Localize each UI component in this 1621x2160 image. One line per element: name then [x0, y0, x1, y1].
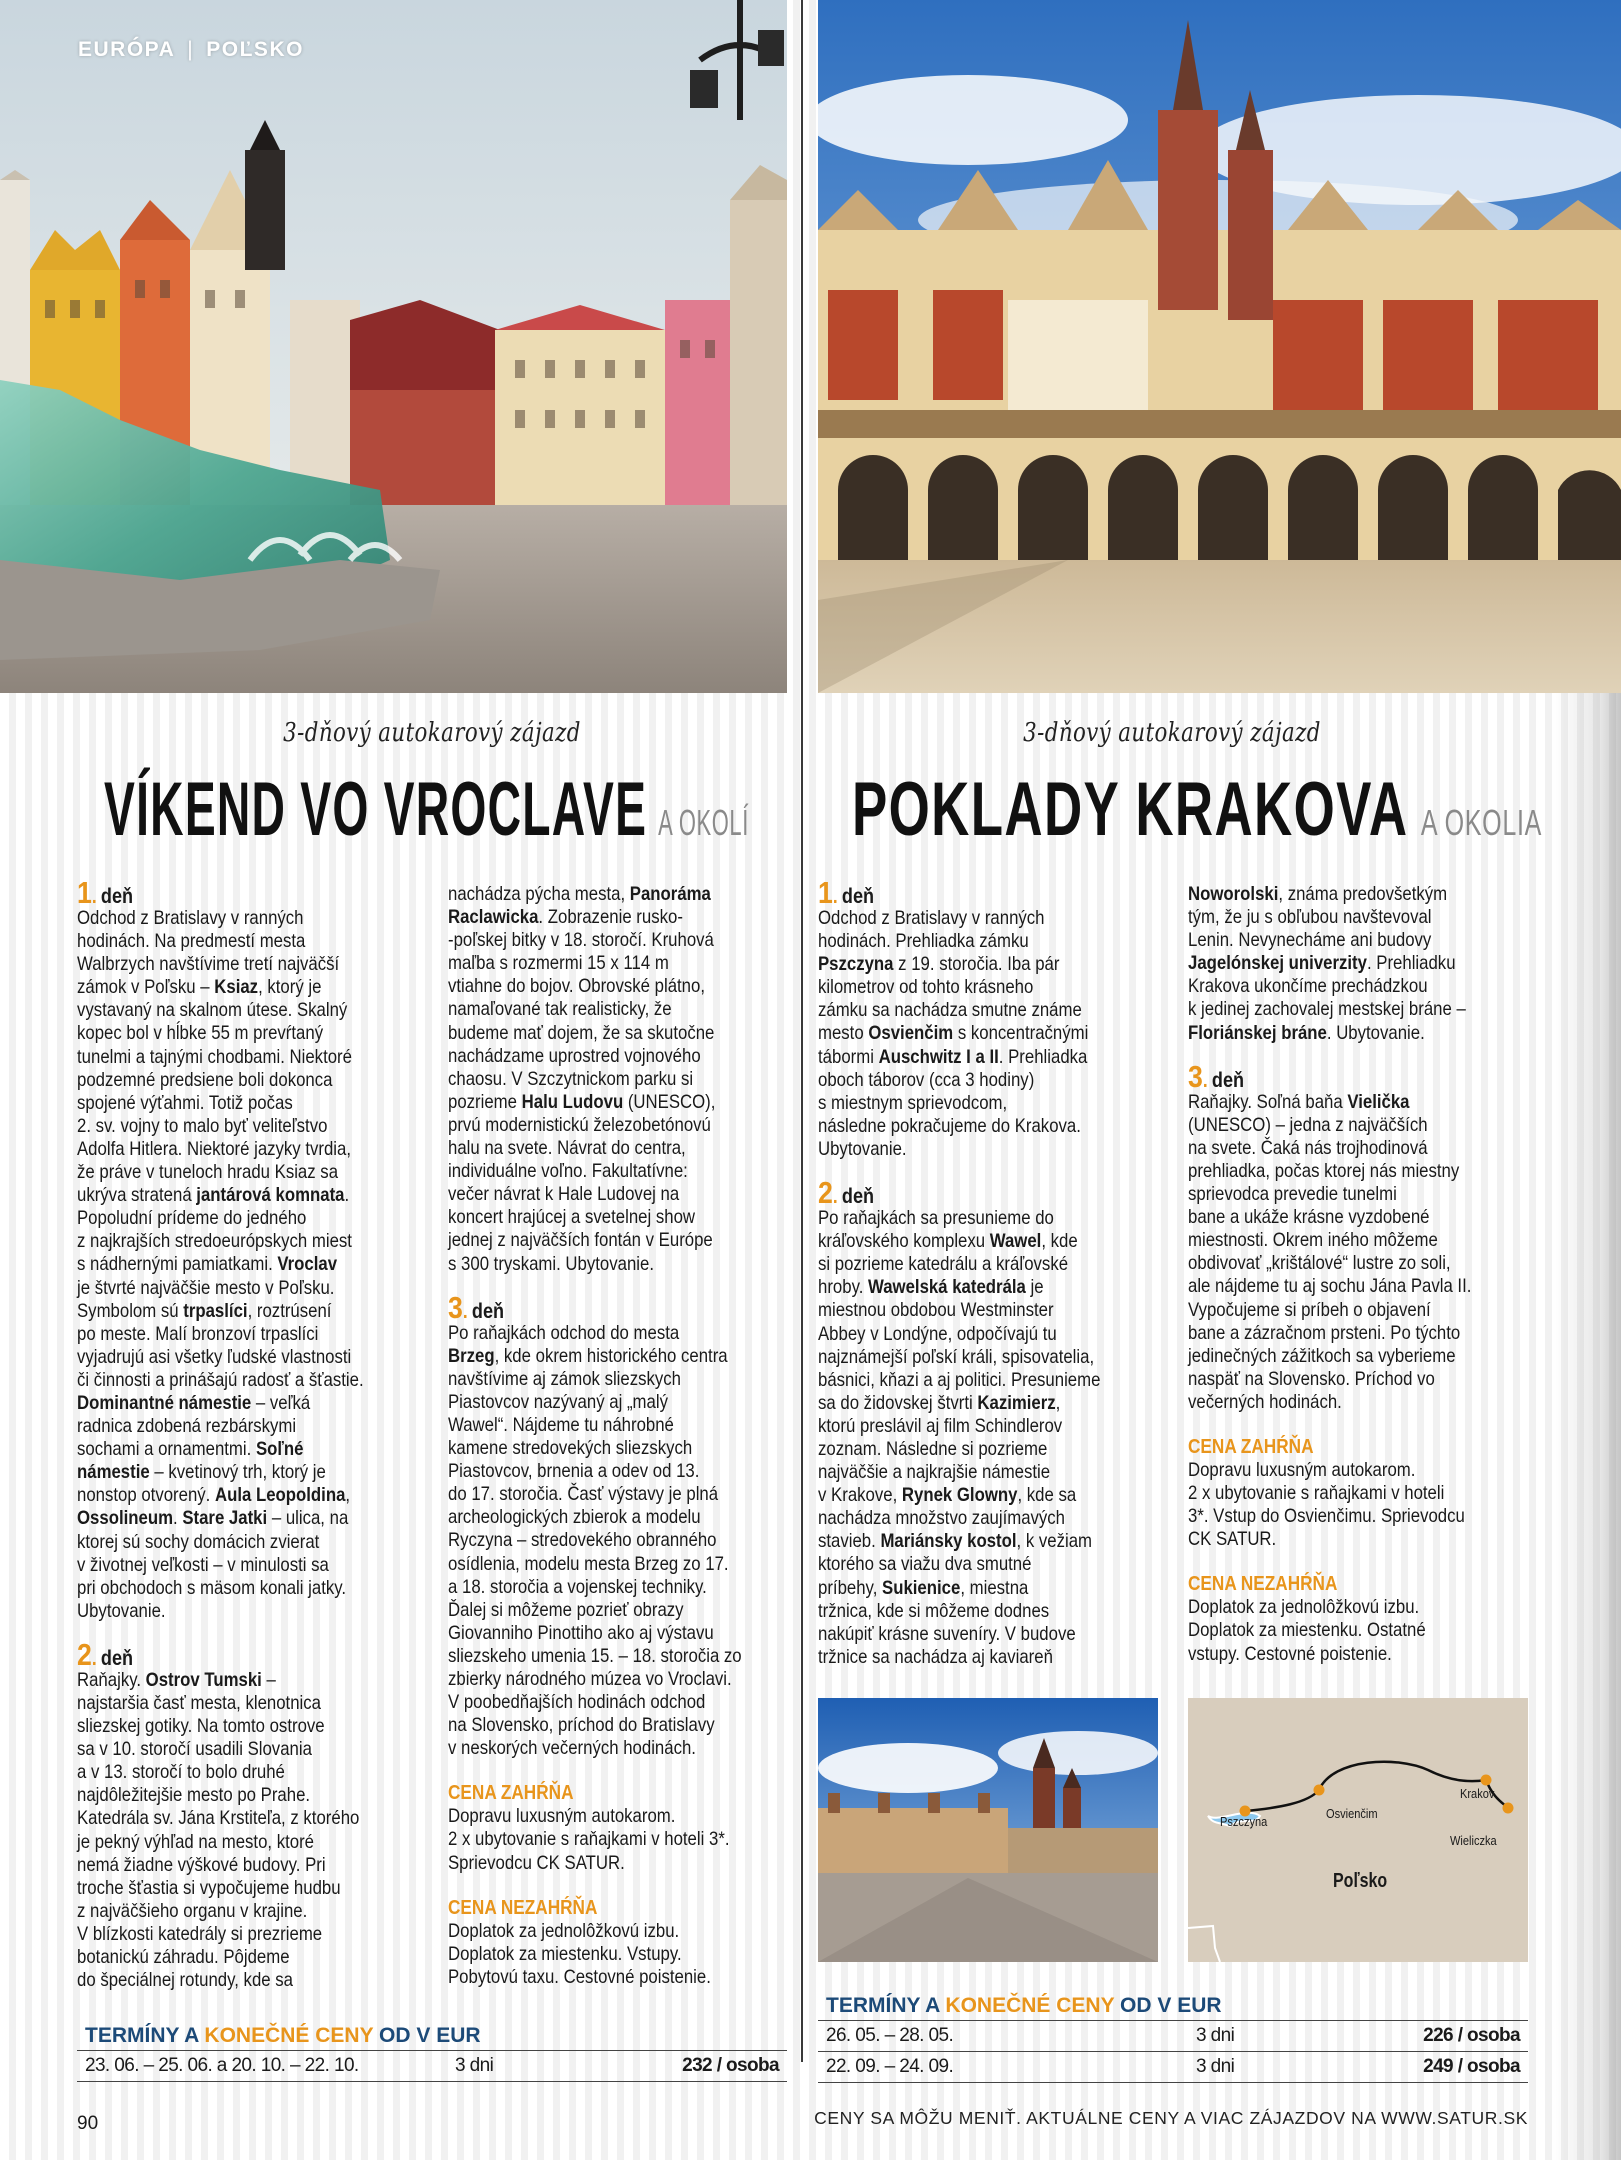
- day-number: 3: [1188, 1058, 1203, 1094]
- heading-accent: KONEČNÉ CENY: [204, 2024, 374, 2047]
- text-line: bane a ukáže krásne vyzdobené: [1188, 1206, 1430, 1229]
- text-segment: , kde sa: [1017, 1484, 1077, 1507]
- text-line: [818, 1577, 1155, 1600]
- text-line: [77, 1392, 414, 1415]
- map-label-wieliczka: Wieliczka: [1450, 1833, 1497, 1848]
- text-line: si pozrieme katedrálu a kráľovské: [818, 1253, 1069, 1276]
- highlight-text: Osvienčim: [868, 1022, 954, 1045]
- price-section-heading: CENA ZAHŔŇA: [448, 1782, 574, 1805]
- text-line: podzemné predsiene boli dokonca: [77, 1068, 333, 1091]
- day-number: 1: [818, 875, 833, 910]
- text-segment: .: [344, 1184, 350, 1207]
- text-line: zbierky národného múzea vo Vroclavi.: [448, 1668, 732, 1690]
- text-line: večerných hodinách.: [1188, 1390, 1342, 1413]
- highlight-text: Vielička: [1347, 1090, 1410, 1113]
- text-segment: Symbolom sú: [77, 1299, 184, 1322]
- text-line: [448, 1345, 785, 1368]
- text-line: nachádza množstvo zaujímavých: [818, 1507, 1066, 1530]
- text-line: sliezskeho umenia 15. – 18. storočia zo: [448, 1644, 742, 1667]
- text-line: [818, 1484, 1155, 1507]
- text-line: [77, 1253, 414, 1276]
- highlight-text: Sukienice: [882, 1576, 961, 1599]
- table-row: [818, 2020, 1528, 2051]
- text-line: v životnej veľkosti – v minulosti sa: [77, 1553, 329, 1576]
- text-segment: –: [261, 1668, 276, 1691]
- row-duration: 3 dni: [455, 2055, 494, 2076]
- text-line: najväčšie a najkrajšie námestie: [818, 1461, 1051, 1484]
- text-line: [1188, 883, 1525, 906]
- text-segment: s nádhernými pamiatkami.: [77, 1253, 278, 1276]
- text-line: Doplatok za miestenku. Vstupy.: [448, 1942, 682, 1965]
- price-section-heading: CENA NEZAHŔŇA: [1188, 1573, 1338, 1596]
- price-table-heading: [818, 1992, 1528, 2020]
- text-segment: Raňajky.: [77, 1668, 146, 1691]
- itinerary-column: [77, 875, 414, 1992]
- text-line: je pekný výhľad na mesto, ktoré: [77, 1830, 315, 1853]
- text-line: a v 13. storočí to bolo druhé: [77, 1761, 285, 1784]
- text-line: Piastovcov nazývaný aj „malý: [448, 1390, 668, 1413]
- highlight-text: Jagelónskej univerzity: [1188, 952, 1367, 975]
- text-line: prvú modernistickú železobetónovú: [448, 1113, 711, 1136]
- text-segment: – veľká: [251, 1391, 311, 1414]
- text-segment: pozrieme: [448, 1090, 522, 1113]
- tour-title-main: VÍKEND VO VROCLAVE: [104, 767, 648, 852]
- text-line: Walbrzych navštívime tretí najväčší: [77, 953, 340, 976]
- text-line: -poľskej bitky v 18. storočí. Kruhová: [448, 929, 714, 952]
- text-line: oboch táborov (cca 3 hodiny): [818, 1068, 1035, 1091]
- text-line: chaosu. V Szczytnickom parku si: [448, 1067, 694, 1090]
- text-line: je štvrté najväčšie mesto v Poľsku.: [77, 1276, 335, 1299]
- text-line: halu na svete. Návrat do centra,: [448, 1137, 686, 1160]
- highlight-text: Rynek Glowny: [901, 1484, 1018, 1507]
- day-number: 2: [77, 1636, 92, 1672]
- text-line: z najväčšieho organu v krajine.: [77, 1899, 308, 1922]
- text-line: miestnou obdobou Westminster: [818, 1299, 1054, 1322]
- city-marker-wieliczka: [1503, 1803, 1514, 1814]
- text-line: [818, 953, 1155, 976]
- highlight-text: Raclawicka: [448, 906, 539, 929]
- text-line: ktorej sú sochy domácich zvierat: [77, 1530, 320, 1553]
- text-line: [818, 1230, 1155, 1253]
- price-table: [77, 2022, 787, 2082]
- day-heading: [448, 1289, 785, 1325]
- row-duration: 3 dni: [1196, 2056, 1235, 2077]
- map-label-country: Poľsko: [1333, 1870, 1388, 1892]
- text-line: vtiahne do bojov. Obrovské plátno,: [448, 975, 705, 998]
- text-line: [448, 1091, 785, 1114]
- text-line: hodinách. Na predmestí mesta: [77, 930, 306, 953]
- itinerary-column: [818, 875, 1155, 1669]
- text-segment: (UNESCO),: [623, 1090, 716, 1113]
- highlight-text: Vroclav: [277, 1253, 338, 1276]
- text-segment: hroby.: [818, 1276, 869, 1299]
- text-segment: . Zobrazenie rusko-: [538, 906, 683, 929]
- text-line: s 300 tryskami. Ubytovanie.: [448, 1252, 654, 1275]
- text-line: Lenin. Nevynecháme ani budovy: [1188, 929, 1432, 952]
- text-line: Doplatok za miestenku. Ostatné: [1188, 1619, 1426, 1642]
- tour-title-suffix: A OKOLIA: [1420, 802, 1542, 843]
- text-segment: , známa predovšetkým: [1278, 883, 1448, 905]
- text-line: [77, 1484, 414, 1507]
- text-line: vystavaný na skalnom útese. Skalný: [77, 999, 348, 1022]
- map-label-pszczyna: Pszczyna: [1220, 1814, 1268, 1829]
- text-line: [818, 1046, 1155, 1069]
- text-segment: Raňajky. Soľná baňa: [1188, 1090, 1348, 1113]
- row-dates: 22. 09. – 24. 09.: [826, 2056, 954, 2077]
- text-line: najstaršia časť mesta, klenotnica: [77, 1692, 321, 1714]
- text-line: [77, 1438, 414, 1461]
- highlight-text: Dominantné námestie: [77, 1391, 252, 1414]
- text-line: s miestnym sprievodcom,: [818, 1091, 1008, 1114]
- text-line: Doplatok za jednolôžkovú izbu.: [448, 1919, 680, 1942]
- text-line: Piastovcov, brnenia a odev od 13.: [448, 1460, 700, 1483]
- text-segment: s koncentračnými: [953, 1022, 1089, 1045]
- day-dot: .: [1202, 1069, 1208, 1092]
- text-segment: v Krakove,: [818, 1484, 902, 1507]
- day-dot: .: [91, 886, 97, 908]
- highlight-text: Soľné: [255, 1438, 304, 1461]
- text-line: na Slovensko, príchod do Bratislavy: [448, 1714, 715, 1737]
- text-segment: ,: [1055, 1391, 1061, 1414]
- text-segment: ukrýva stratená: [77, 1184, 197, 1207]
- text-segment: , kde okrem historického centra: [494, 1344, 728, 1367]
- tour-title-suffix: A OKOLÍ: [658, 802, 749, 843]
- day-label: deň: [841, 1185, 875, 1209]
- text-line: Popoludní prídeme do jedného: [77, 1207, 307, 1230]
- text-segment: , miestna: [960, 1576, 1029, 1599]
- text-line: navštívime aj zámok sliezskych: [448, 1367, 681, 1390]
- day-label: deň: [1211, 1068, 1245, 1092]
- itinerary-column: [448, 883, 785, 1989]
- highlight-text: Kazimierz: [977, 1391, 1056, 1414]
- text-line: Doplatok za jednolôžkovú izbu.: [1188, 1596, 1420, 1619]
- text-line: hodinách. Prehliadka zámku: [818, 930, 1029, 953]
- text-line: V blízkosti katedrály si prezrieme: [77, 1922, 323, 1945]
- text-line: Wawel“. Nájdeme tu náhrobné: [448, 1413, 674, 1436]
- highlight-text: Pszczyna: [818, 953, 894, 976]
- text-line: Giovanniho Pinottiho ako aj výstavu: [448, 1621, 714, 1644]
- day-number: 3: [448, 1289, 463, 1325]
- text-line: [448, 906, 785, 929]
- text-line: nemá žiadne výškové budovy. Pri: [77, 1853, 326, 1876]
- highlight-text: Noworolski: [1188, 883, 1279, 905]
- text-line: ktorú preslávil aj film Schindlerov: [818, 1414, 1063, 1437]
- text-line: či činnosti a prinášajú radosť a šťastie.: [77, 1368, 364, 1391]
- text-line: Ubytovanie.: [77, 1599, 166, 1622]
- text-segment: sa do židovskej štvrti: [818, 1391, 978, 1414]
- text-line: Ryczyna – stredovekého obranného: [448, 1529, 717, 1552]
- text-line: 3*. Vstup do Osvienčimu. Sprievodcu: [1188, 1505, 1465, 1528]
- text-line: nakúpiť krásne suveníry. V budove: [818, 1622, 1076, 1645]
- text-line: troche šťastia si vypočujeme hudbu: [77, 1876, 341, 1899]
- highlight-text: Auschwitz I a II: [878, 1045, 999, 1068]
- text-line: zoznam. Následne si pozrieme: [818, 1437, 1048, 1460]
- text-line: kamene stredovekých sliezskych: [448, 1437, 693, 1460]
- text-line: kilometrov od tohto krásneho: [818, 976, 1034, 999]
- text-line: bane a zázračnom prsteni. Po týchto: [1188, 1321, 1461, 1344]
- text-segment: . Ubytovanie.: [1326, 1021, 1425, 1044]
- text-line: Dopravu luxusným autokarom.: [448, 1805, 676, 1828]
- breadcrumb-country: POĽSKO: [206, 38, 304, 61]
- day-label: deň: [100, 1646, 134, 1670]
- day-heading: [1188, 1058, 1525, 1094]
- text-line: sa v 10. storočí usadili Slovania: [77, 1738, 312, 1761]
- text-line: Pobytovú taxu. Cestovné poistenie.: [448, 1965, 711, 1988]
- text-line: básnici, kňazi a aj politici. Presunieme: [818, 1368, 1101, 1391]
- photo-krakow-cloth-hall: [818, 0, 1621, 693]
- text-line: zámku sa nachádza smutne známe: [818, 999, 1082, 1022]
- text-line: Odchod z Bratislavy v ranných: [818, 907, 1045, 929]
- highlight-text: trpaslíci: [183, 1299, 248, 1322]
- text-segment: kráľovského komplexu: [818, 1230, 990, 1253]
- tour-title-main: POKLADY KRAKOVA: [852, 767, 1409, 852]
- text-segment: stavieb.: [818, 1530, 881, 1553]
- column-divider: [801, 0, 803, 2062]
- highlight-text: Mariánsky kostol: [880, 1530, 1017, 1553]
- page-number: 90: [77, 2113, 99, 2134]
- day-heading: [77, 1636, 414, 1672]
- text-line: Krakova ukončíme prechádzkou: [1188, 975, 1428, 998]
- text-line: večer návrat k Hale Ludovej na: [448, 1183, 680, 1206]
- day-label: deň: [471, 1299, 505, 1323]
- row-price: 232 / osoba: [682, 2055, 779, 2076]
- text-segment: , roztrúsení: [247, 1299, 332, 1322]
- text-line: Abbey v Londýne, odpočívajú tu: [818, 1322, 1057, 1345]
- text-line: osídlenia, modelu mesta Brzeg zo 17.: [448, 1552, 729, 1575]
- price-section-heading: CENA ZAHŔŇA: [1188, 1435, 1314, 1458]
- text-line: sliezskej gotiky. Na tomto ostrove: [77, 1715, 325, 1738]
- text-line: CK SATUR.: [1188, 1528, 1277, 1551]
- text-line: Ďalej si môžeme pozrieť obrazy: [448, 1598, 684, 1621]
- city-marker-krakov: [1481, 1775, 1492, 1786]
- text-line: naspäť na Slovensko. Príchod vo: [1188, 1367, 1435, 1390]
- text-line: [448, 883, 785, 906]
- map-label-krakov: Krakov: [1460, 1786, 1495, 1801]
- text-line: ale nájdeme tu aj sochu Jána Pavla II.: [1188, 1275, 1472, 1298]
- text-line: Ubytovanie.: [818, 1137, 907, 1160]
- text-line: [77, 1507, 414, 1530]
- text-line: z najkrajších stredoeurópskych miest: [77, 1230, 352, 1253]
- heading-part: OD V EUR: [373, 2024, 481, 2047]
- text-segment: príbehy,: [818, 1576, 883, 1599]
- text-line: a 18. storočia a vojenskej techniky.: [448, 1575, 707, 1598]
- text-line: [77, 1669, 414, 1692]
- text-line: Sprievodcu CK SATUR.: [448, 1851, 625, 1874]
- day-number: 2: [818, 1175, 833, 1211]
- text-line: V poobedňajších hodinách odchod: [448, 1691, 706, 1714]
- text-line: Dopravu luxusným autokarom.: [1188, 1458, 1416, 1481]
- text-line: ktorého sa viažu dva smutné: [818, 1553, 1032, 1576]
- text-line: [77, 1300, 414, 1323]
- text-line: maľba s rozmermi 15 x 114 m: [448, 952, 669, 975]
- text-segment: nonstop otvorený.: [77, 1484, 215, 1507]
- text-segment: – kvetinový trh, ktorý je: [149, 1461, 326, 1484]
- text-segment: z 19. storočia. Iba pár: [893, 953, 1060, 976]
- city-marker-osviencim: [1314, 1785, 1325, 1796]
- highlight-text: Stare Jatki: [182, 1507, 268, 1530]
- photo-wroclaw-square: [0, 0, 787, 693]
- tour-title: [104, 766, 749, 853]
- text-line: jedinečných zážitkoch sa vyberieme: [1188, 1344, 1456, 1367]
- tour-subtitle: 3-dňový autokarový zájazd: [1023, 718, 1321, 748]
- text-segment: ,: [345, 1484, 351, 1507]
- text-line: [1188, 1091, 1525, 1114]
- text-segment: sochami a ornamentmi.: [77, 1438, 256, 1461]
- text-line: Po raňajkách sa presunieme do: [818, 1207, 1054, 1230]
- text-line: pri obchodoch s mäsom konali jatky.: [77, 1576, 347, 1599]
- text-segment: mesto: [818, 1022, 869, 1045]
- heading-part: TERMÍNY A: [85, 2024, 205, 2047]
- route-map: [1188, 1698, 1528, 1962]
- text-line: Po raňajkách odchod do mesta: [448, 1321, 680, 1344]
- text-segment: , k vežiam: [1016, 1530, 1093, 1553]
- text-line: sprievodca prevedie tunelmi: [1188, 1183, 1397, 1206]
- text-segment: – ulica, na: [267, 1507, 349, 1530]
- text-line: 2 x ubytovanie s raňajkami v hoteli 3*.: [448, 1828, 730, 1851]
- row-dates: 26. 05. – 28. 05.: [826, 2025, 954, 2046]
- text-line: Odchod z Bratislavy v ranných: [77, 907, 304, 929]
- highlight-text: Ostrov Tumski: [145, 1668, 262, 1691]
- highlight-text: Wawelská katedrála: [868, 1276, 1026, 1299]
- price-table-heading: [77, 2022, 787, 2050]
- day-dot: .: [462, 1300, 468, 1323]
- text-line: miestnosti. Okrem iného môžeme: [1188, 1229, 1438, 1252]
- text-line: v neskorých večerných hodinách.: [448, 1737, 696, 1760]
- text-line: tunelmi a tajnými chodbami. Niektoré: [77, 1045, 352, 1068]
- text-line: najdôležitejšie mesto po Prahe.: [77, 1784, 311, 1807]
- tour-title: [852, 766, 1542, 853]
- text-line: [77, 976, 414, 999]
- itinerary-column: [1188, 883, 1525, 1666]
- highlight-text: Aula Leopoldina: [214, 1484, 346, 1507]
- map-label-osviencim: Osvienčim: [1326, 1806, 1378, 1821]
- highlight-text: námestie: [77, 1461, 150, 1484]
- text-segment: je: [1025, 1276, 1044, 1299]
- text-line: individuálne voľno. Fakultatívne:: [448, 1160, 688, 1183]
- tour-subtitle: 3-dňový autokarový zájazd: [283, 718, 581, 748]
- highlight-text: Panoráma: [629, 883, 711, 905]
- text-line: budeme mať dojem, že sa skutočne: [448, 1021, 715, 1044]
- breadcrumb-separator: |: [187, 38, 195, 61]
- text-segment: , ktorý je: [258, 976, 322, 999]
- text-line: botanickú záhradu. Pôjdeme: [77, 1946, 290, 1969]
- text-line: Adolfa Hitlera. Niektoré jazyky tvrdia,: [77, 1137, 352, 1160]
- text-line: archeologických zbierok a modelu: [448, 1506, 701, 1529]
- text-segment: . Prehliadka: [998, 1045, 1088, 1068]
- day-label: deň: [841, 885, 875, 908]
- breadcrumb-region: EURÓPA: [78, 38, 176, 61]
- text-line: tržnice sa nachádza aj kaviareň: [818, 1645, 1053, 1668]
- text-line: Katedrála sv. Jána Krstiteľa, z ktorého: [77, 1807, 360, 1830]
- highlight-text: jantárová komnata: [196, 1184, 345, 1207]
- heading-part: OD V EUR: [1114, 1994, 1222, 2017]
- day-heading: [818, 875, 1155, 910]
- text-line: Vypočujeme si príbeh o objavení: [1188, 1298, 1431, 1321]
- text-line: že práve v tuneloch hradu Ksiaz sa: [77, 1161, 339, 1184]
- text-line: [1188, 1022, 1525, 1045]
- text-line: po meste. Malí bronzoví trpaslíci: [77, 1322, 319, 1345]
- text-line: (UNESCO) – jedna z najväčších: [1188, 1113, 1428, 1136]
- text-line: [1188, 952, 1525, 975]
- highlight-text: Ksiaz: [214, 976, 259, 999]
- text-segment: . Prehliadku: [1366, 952, 1456, 975]
- text-segment: .: [172, 1507, 183, 1530]
- table-row: [818, 2051, 1528, 2083]
- photo-krakow-main-square: [818, 1698, 1158, 1962]
- highlight-text: Ossolineum: [77, 1507, 173, 1530]
- day-heading: [77, 875, 414, 910]
- row-price: 249 / osoba: [1423, 2056, 1520, 2077]
- day-dot: .: [91, 1647, 97, 1670]
- text-line: 2. sv. vojny to malo byť veliteľstvo: [77, 1114, 328, 1137]
- row-price: 226 / osoba: [1423, 2025, 1520, 2046]
- day-number: 1: [77, 875, 92, 910]
- day-label: deň: [100, 885, 134, 908]
- text-line: [77, 1461, 414, 1484]
- text-line: [77, 1184, 414, 1207]
- row-duration: 3 dni: [1196, 2025, 1235, 2046]
- text-line: obdivovať „krištálové“ lustre zo soli,: [1188, 1252, 1451, 1275]
- text-line: [818, 1392, 1155, 1415]
- footer-note: CENY SA MÔŽU MENIŤ. AKTUÁLNE CENY A VIAC ZÁJAZDOV NA WWW.SATUR.SK: [814, 2108, 1528, 2128]
- text-line: najznámejší poľskí králi, spisovatelia,: [818, 1345, 1095, 1368]
- text-line: na svete. Čaká nás trojhodinová: [1188, 1136, 1428, 1159]
- text-line: tým, že ju s obľubou navštevoval: [1188, 906, 1432, 929]
- text-line: k jedinej zachovalej mestskej bráne –: [1188, 998, 1466, 1021]
- row-dates: 23. 06. – 25. 06. a 20. 10. – 22. 10.: [85, 2055, 359, 2076]
- text-line: vyjadrujú asi všetky ľudské vlastnosti: [77, 1345, 352, 1368]
- text-segment: , kde: [1041, 1230, 1078, 1253]
- text-line: jednej z najväčších fontán v Európe: [448, 1229, 713, 1252]
- text-line: koncert hrajúcej a svetelnej show: [448, 1206, 696, 1229]
- text-line: 2 x ubytovanie s raňajkami v hoteli: [1188, 1482, 1445, 1505]
- text-line: radnica zdobená rezbárskymi: [77, 1415, 297, 1438]
- text-line: tržnica, kde si môžeme dodnes: [818, 1599, 1050, 1622]
- text-line: prehliadka, počas ktorej nás miestny: [1188, 1159, 1460, 1182]
- day-dot: .: [832, 1186, 838, 1209]
- text-line: namaľované tak realisticky, že: [448, 998, 672, 1021]
- table-row: [77, 2050, 787, 2082]
- text-line: spojené výťahmi. Totiž počas: [77, 1091, 293, 1114]
- highlight-text: Halu Ludovu: [521, 1090, 624, 1113]
- price-table: [818, 1992, 1528, 2083]
- text-segment: nachádza pýcha mesta,: [448, 883, 630, 905]
- day-dot: .: [832, 886, 838, 908]
- day-heading: [818, 1175, 1155, 1211]
- text-line: kopec bol v hĺbke 55 m prevŕtaný: [77, 1022, 324, 1045]
- text-line: [818, 1276, 1155, 1299]
- text-line: do 17. storočia. Časť výstavy je plná: [448, 1483, 719, 1506]
- text-line: vstupy. Cestovné poistenie.: [1188, 1642, 1392, 1665]
- highlight-text: Wawel: [989, 1230, 1042, 1253]
- text-segment: zámok v Poľsku –: [77, 976, 215, 999]
- breadcrumb: [78, 38, 304, 62]
- text-line: [818, 1022, 1155, 1045]
- text-segment: tábormi: [818, 1045, 879, 1068]
- heading-accent: KONEČNÉ CENY: [945, 1994, 1115, 2017]
- text-line: následne pokračujeme do Krakova.: [818, 1114, 1081, 1137]
- highlight-text: Floriánskej bráne: [1188, 1021, 1327, 1044]
- text-line: [818, 1530, 1155, 1553]
- text-line: do špeciálnej rotundy, kde sa: [77, 1969, 293, 1992]
- heading-part: TERMÍNY A: [826, 1994, 946, 2017]
- highlight-text: Brzeg: [448, 1344, 495, 1367]
- text-line: nachádzame uprostred vojnového: [448, 1044, 701, 1067]
- price-section-heading: CENA NEZAHŔŇA: [448, 1896, 598, 1919]
